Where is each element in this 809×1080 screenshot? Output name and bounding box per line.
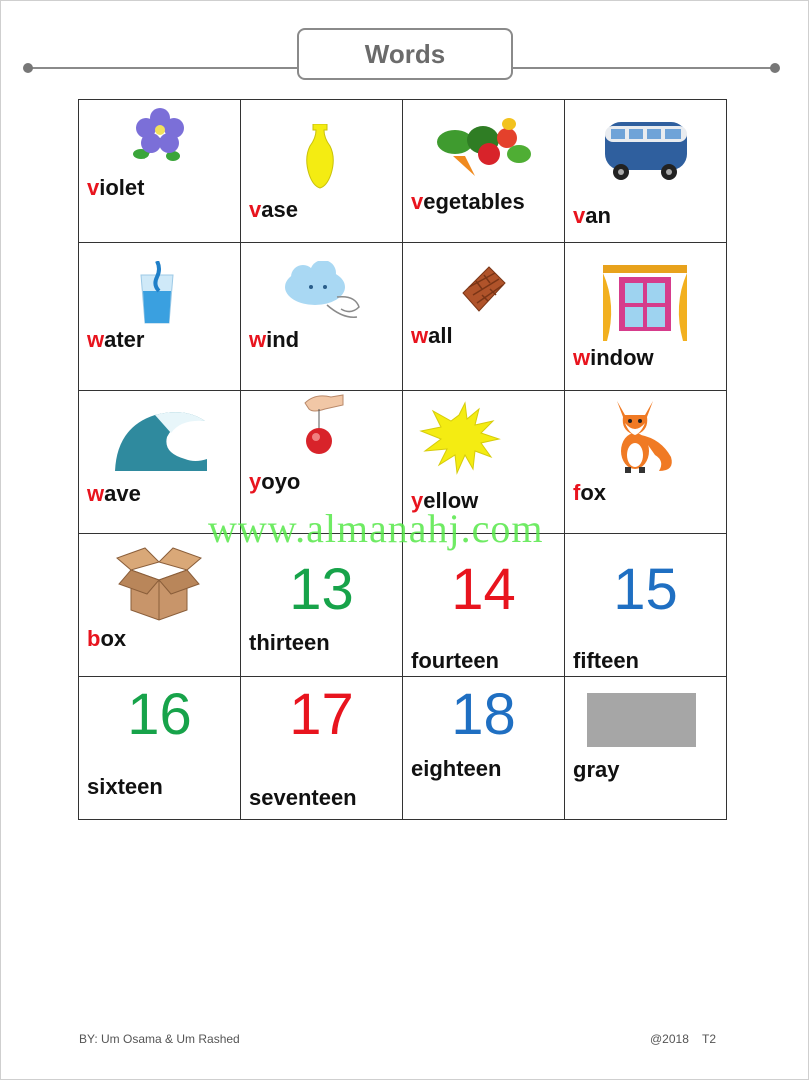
van-icon	[603, 120, 689, 182]
word-label: wind	[249, 327, 300, 352]
word-label: fourteen	[411, 648, 499, 673]
word-label: thirteen	[249, 630, 330, 655]
word-label: yoyo	[249, 469, 301, 494]
watermark: www.almanahj.com	[208, 506, 544, 551]
vegetables-icon	[435, 116, 533, 180]
card-14	[403, 534, 564, 676]
card-vase	[241, 100, 402, 242]
brick-wall-icon	[459, 265, 509, 317]
fox-icon	[611, 395, 679, 477]
word-label: sixteen	[87, 774, 163, 799]
card-van	[565, 100, 726, 242]
word-label: vegetables	[411, 189, 525, 214]
card-13	[241, 534, 402, 676]
card-16	[79, 677, 240, 819]
card-wind	[241, 243, 402, 390]
word-card-grid	[78, 99, 727, 820]
flower-icon	[133, 108, 187, 166]
card-window	[565, 243, 726, 390]
card-17	[241, 677, 402, 819]
yoyo-icon	[301, 393, 347, 461]
number-16: 16	[127, 682, 192, 747]
water-glass-icon	[137, 261, 177, 325]
gray-swatch	[587, 693, 696, 747]
word-label: fox	[573, 480, 607, 505]
card-15	[565, 534, 726, 676]
card-gray	[565, 677, 726, 819]
box-icon	[115, 540, 203, 622]
number-17: 17	[289, 682, 354, 747]
yellow-splash-icon	[419, 401, 501, 477]
header-rule-left-dot	[23, 63, 33, 73]
word-label: wave	[87, 481, 141, 506]
footer-year-term: @2018 T2	[650, 1032, 716, 1046]
page-title: Words	[297, 28, 513, 80]
card-18	[403, 677, 564, 819]
number-15: 15	[613, 557, 678, 622]
card-wall	[403, 243, 564, 390]
word-label: fifteen	[573, 648, 639, 673]
word-label: gray	[573, 757, 620, 782]
number-14: 14	[451, 557, 516, 622]
footer-authors: BY: Um Osama & Um Rashed	[79, 1032, 240, 1046]
word-label: water	[87, 327, 145, 352]
word-label: violet	[87, 175, 145, 200]
card-violet	[79, 100, 240, 242]
word-label: window	[573, 345, 654, 370]
word-label: wall	[411, 323, 453, 348]
header-rule-right-dot	[770, 63, 780, 73]
number-13: 13	[289, 557, 354, 622]
card-fox	[565, 391, 726, 533]
number-18: 18	[451, 682, 516, 747]
vase-icon	[303, 124, 337, 190]
word-label: eighteen	[411, 756, 502, 781]
word-label: van	[573, 203, 611, 228]
card-water	[79, 243, 240, 390]
card-box	[79, 534, 240, 676]
cloud-wind-icon	[281, 261, 363, 323]
word-label: yellow	[411, 488, 479, 513]
word-label: seventeen	[249, 785, 357, 810]
word-label: box	[87, 626, 127, 651]
word-label: vase	[249, 197, 298, 222]
card-vegetables	[403, 100, 564, 242]
window-icon	[603, 265, 687, 341]
wave-icon	[115, 407, 207, 473]
